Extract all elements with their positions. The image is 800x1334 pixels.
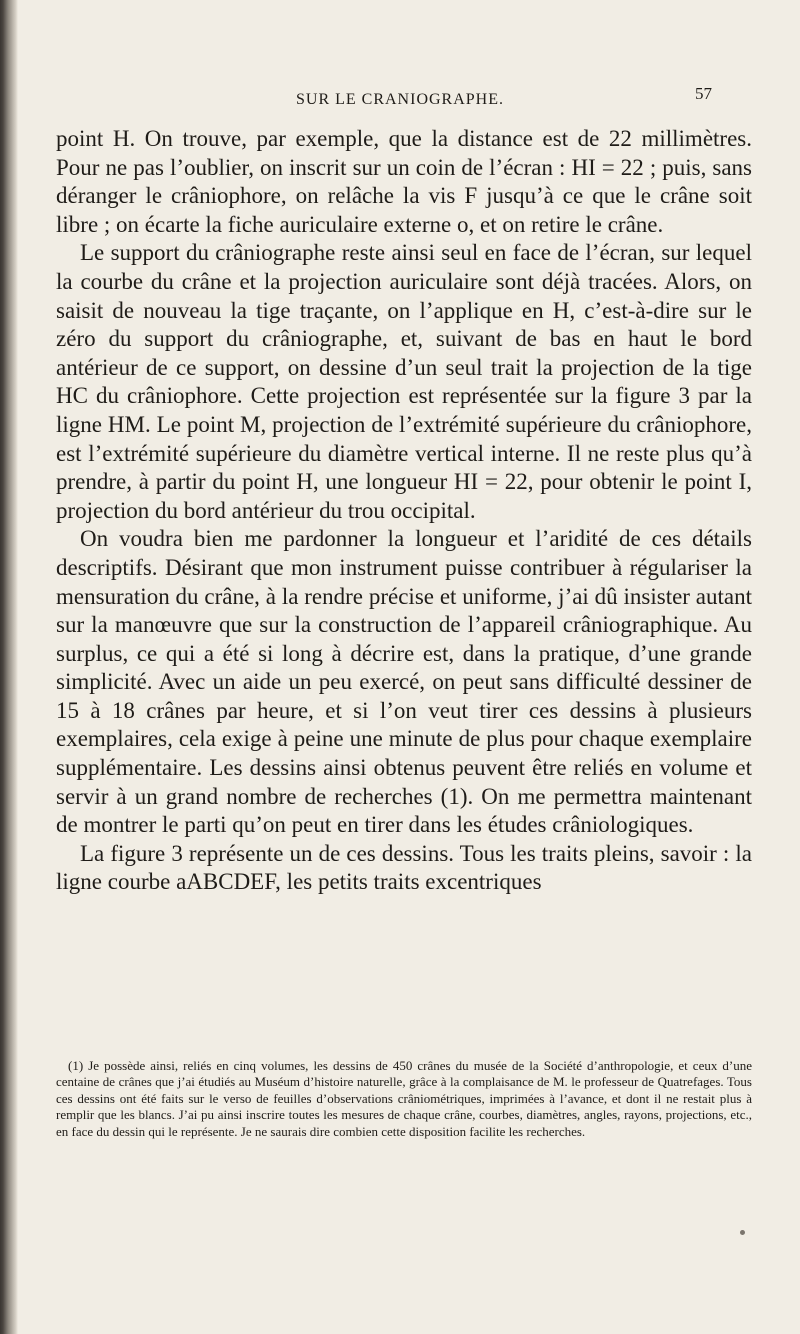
paragraph-2: Le support du crâniographe reste ainsi seul en face de l’écran, sur lequel la courbe du crâne et la projection auriculaire sont déjà tracées. Alors, on saisit de nouveau la tige traçante, on l’applique en H, c’est-à-dire sur le zéro du support du crâniographe, et, suivant de bas en haut le bord antérieur de ce support, on dessine d’un seul trait la projection de la tige HC du crâniophore. Cette projection est représentée sur la figure 3 par la ligne HM. Le point M, projection de l’extrémité supérieure du crâniophore, est l’extrémité supérieure du diamètre vertical interne. Il ne reste plus qu’à prendre, à partir du point H, une longueur HI = 22, pour obtenir le point I, projection du bord antérieur du trou occipital. (56, 240, 752, 523)
page-number: 57 (695, 84, 712, 103)
paragraph-1: point H. On trouve, par exemple, que la distance est de 22 millimètres. Pour ne pas l’oublier, on inscrit sur un coin de l’écran : HI = 22 ; puis, sans déranger le crâniophore, on relâche la vis F jusqu’à ce que le crâne soit libre ; on écarte la fiche auriculaire externe o, et on retire le crâne. (56, 126, 752, 237)
paragraph-3: On voudra bien me pardonner la longueur et l’aridité de ces détails descriptifs. Désirant que mon instrument puisse contribuer à régulariser la mensuration du crâne, à la rendre précise et uniforme, j’ai dû insister autant sur la manœuvre que sur la construction de l’appareil crâniographique. Au surplus, ce qui a été si long à décrire est, dans la pratique, d’une grande simplicité. Avec un aide un peu exercé, on peut sans difficulté dessiner de 15 à 18 crânes par heure, et si l’on veut tirer ces dessins à plusieurs exemplaires, cela exige à peine une minute de plus pour chaque exemplaire supplémentaire. Les dessins ainsi obtenus peuvent être reliés en volume et servir à un grand nombre de recherches (1). On me permettra maintenant de montrer le parti qu’on peut en tirer dans les études crâniologiques. (56, 526, 752, 838)
paragraph-4: La figure 3 représente un de ces dessins. Tous les traits pleins, savoir : la ligne courbe aABCDEF, les petits traits excentriques (56, 840, 752, 895)
page-edge-shadow (0, 0, 18, 1334)
running-title: SUR LE CRANIOGRAPHE. (295, 91, 504, 108)
main-text (56, 125, 752, 897)
print-mark (740, 1230, 745, 1235)
footnote: (1) Je possède ainsi, reliés en cinq volumes, les dessins de 450 crânes du musée de la Société d’anthropologie, et ceux d’une centaine de crânes que j’ai étudiés au Muséum d’histoire naturelle, grâce à la complaisance de M. le professeur de Quatrefages. Tous ces dessins ont été faits sur le verso de feuilles d’observations crâniométriques, imprimées à l’avance, et dont il ne restait plus à remplir que les blancs. J’ai pu ainsi inscrire toutes les mesures de chaque crâne, courbes, diamètres, angles, rayons, projections, etc., en face du dessin qui le représente. Je ne saurais dire combien cette disposition facilite les recherches. (56, 1058, 752, 1139)
